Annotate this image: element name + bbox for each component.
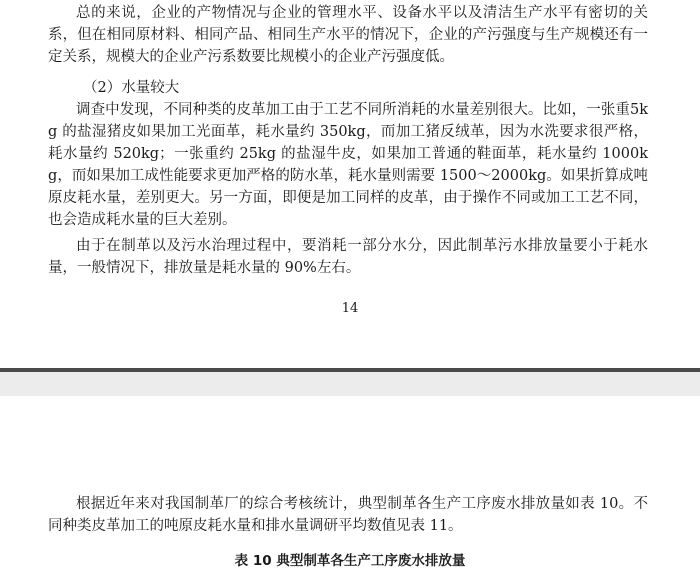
paragraph-water-consumption: 调查中发现，不同种类的皮革加工由于工艺不同所消耗的水量差别很大。比如，一张重5kg 的盐湿猪皮如果加工光面革，耗水量约 350kg，而加工猪反绒革，因为水洗要求很严格，耗水量约 520kg；一张重约 25kg 的盐湿牛皮，如果加工普通的鞋面革，耗水量约 1000kg，而如果加工成性能要求更加严格的防水革，耗水量则需要 1500～2000kg。如果折算成吨原皮耗水量，差别更大。另一方面，即便是加工同样的皮革，由于操作不同或加工工艺不同，也会造成耗水量的巨大差别。 [48, 102, 648, 228]
document-page-lower [0, 396, 700, 575]
paragraph-pollution-intensity: 总的来说，企业的产物情况与企业的管理水平、设备水平以及清洁生产水平有密切的关系，但在相同原材料、相同产品、相同生产水平的情况下，企业的产污强度与生产规模还有一定关系，规模大的企业产污系数要比规模小的企业产污强度低。 [48, 5, 648, 65]
section-subheading-water-volume: （2）水量较大 [83, 80, 180, 96]
page-separator-line [0, 368, 700, 372]
page-number: 14 [341, 301, 359, 316]
page-separator [0, 368, 700, 396]
paragraph-discharge-ratio: 由于在制革以及污水治理过程中，要消耗一部分水分，因此制革污水排放量要小于耗水量，一般情况下，排放量是耗水量的 90%左右。 [48, 238, 648, 276]
paragraph-statistics-intro: 根据近年来对我国制革厂的综合考核统计，典型制革各生产工序废水排放量如表 10。不同种类皮革加工的吨原皮耗水量和排水量调研平均数值见表 11。 [48, 496, 648, 534]
table-caption: 表 10 典型制革各生产工序废水排放量 [234, 553, 466, 569]
